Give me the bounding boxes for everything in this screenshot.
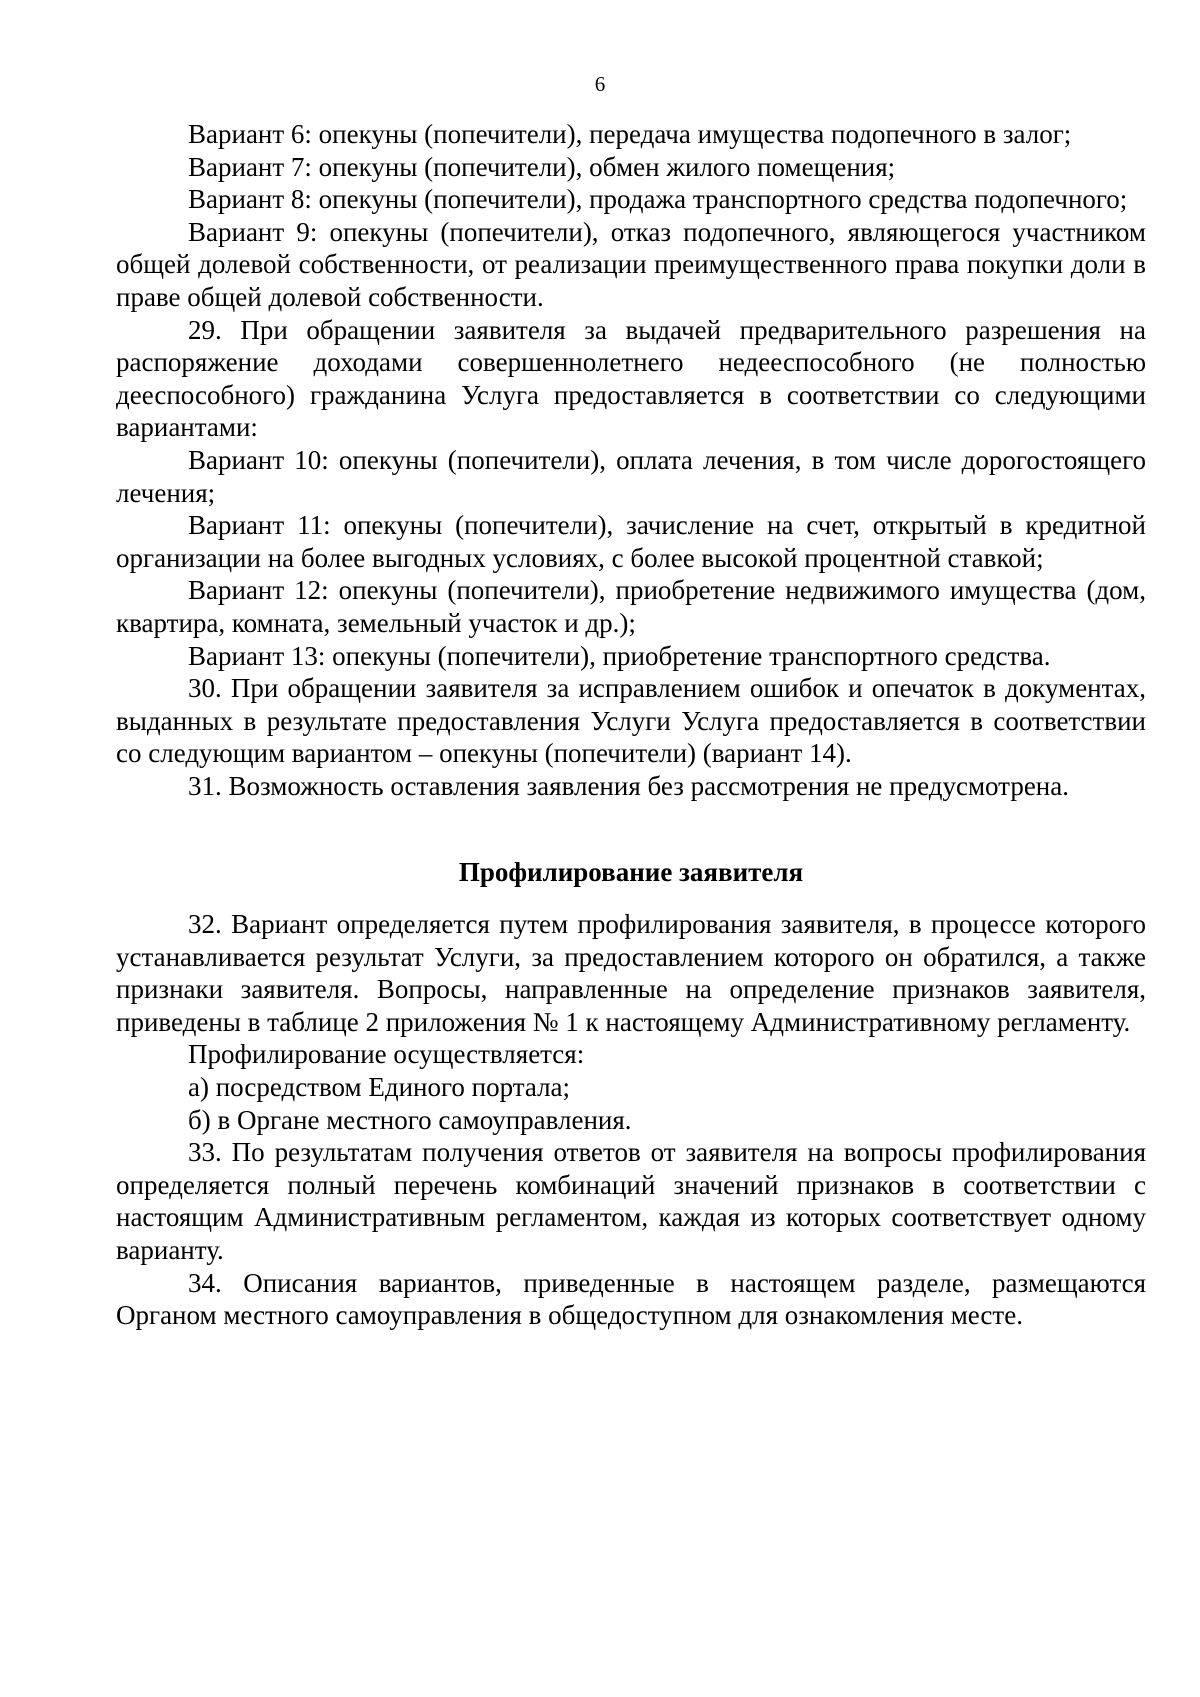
paragraph-34: 34. Описания вариантов, приведенные в настоящем разделе, размещаются Органом местного самоуправления в общедоступном для ознакомления месте. <box>116 1267 1146 1331</box>
spacer <box>116 889 1146 908</box>
paragraph-31: 31. Возможность оставления заявления без рассмотрения не предусмотрена. <box>188 770 1069 801</box>
paragraph-33: 33. По результатам получения ответов от заявителя на вопросы профилирования определяется полный перечень комбинаций значений признаков в соответствии с настоящим Административным регламентом, каждая из которых соответствует одному варианту. <box>116 1137 1146 1265</box>
document-body <box>116 118 1146 1332</box>
paragraph-30: 30. При обращении заявителя за исправлением ошибок и опечаток в документах, выданных в результате предоставления Услуги Услуга предоставляется в соответствии со следующим вариантом – опекуны (попечители) (вариант 14). <box>116 673 1146 769</box>
paragraph-variant-13: Вариант 13: опекуны (попечители), приобретение транспортного средства. <box>188 640 1051 671</box>
page-number: 6 <box>594 72 606 96</box>
paragraph-profiling-a: а) посредством Единого портала; <box>188 1072 571 1103</box>
paragraph-variant-7: Вариант 7: опекуны (попечители), обмен жилого помещения; <box>188 151 896 182</box>
section-heading: Профилирование заявителя <box>458 857 804 888</box>
spacer <box>116 802 1146 856</box>
paragraph-profiling-b: б) в Органе местного самоуправления. <box>188 1104 632 1135</box>
paragraph-variant-6: Вариант 6: опекуны (попечители), передача имущества подопечного в залог; <box>188 119 1072 149</box>
paragraph-29: 29. При обращении заявителя за выдачей предварительного разрешения на распоряжение доходами совершеннолетнего недееспособного (не полностью дееспособного) гражданина Услуга предоставляется в соответствии со следующими вариантами: <box>116 314 1146 443</box>
paragraph-32: 32. Вариант определяется путем профилирования заявителя, в процессе которого устанавливается результат Услуги, за предоставлением которого он обратился, а также признаки заявителя. Вопросы, направленные на определение признаков заявителя, приведены в таблице 2 приложения № 1 к настоящему Административному регламенту. <box>116 909 1146 1037</box>
paragraph-variant-9: Вариант 9: опекуны (попечители), отказ подопечного, являющегося участником общей долевой собственности, от реализации преимущественного права покупки доли в праве общей долевой собственности. <box>116 216 1146 312</box>
paragraph-profiling-intro: Профилирование осуществляется: <box>188 1039 585 1070</box>
paragraph-variant-12: Вариант 12: опекуны (попечители), приобретение недвижимого имущества (дом, квартира, комната, земельный участок и др.); <box>116 575 1146 638</box>
paragraph-variant-11: Вариант 11: опекуны (попечители), зачисление на счет, открытый в кредитной организации на более выгодных условиях, с более высокой процентной ставкой; <box>116 510 1146 573</box>
paragraph-variant-8: Вариант 8: опекуны (попечители), продажа транспортного средства подопечного; <box>188 184 1128 215</box>
paragraph-variant-10: Вариант 10: опекуны (попечители), оплата лечения, в том числе дорогостоящего лечения; <box>116 444 1146 508</box>
